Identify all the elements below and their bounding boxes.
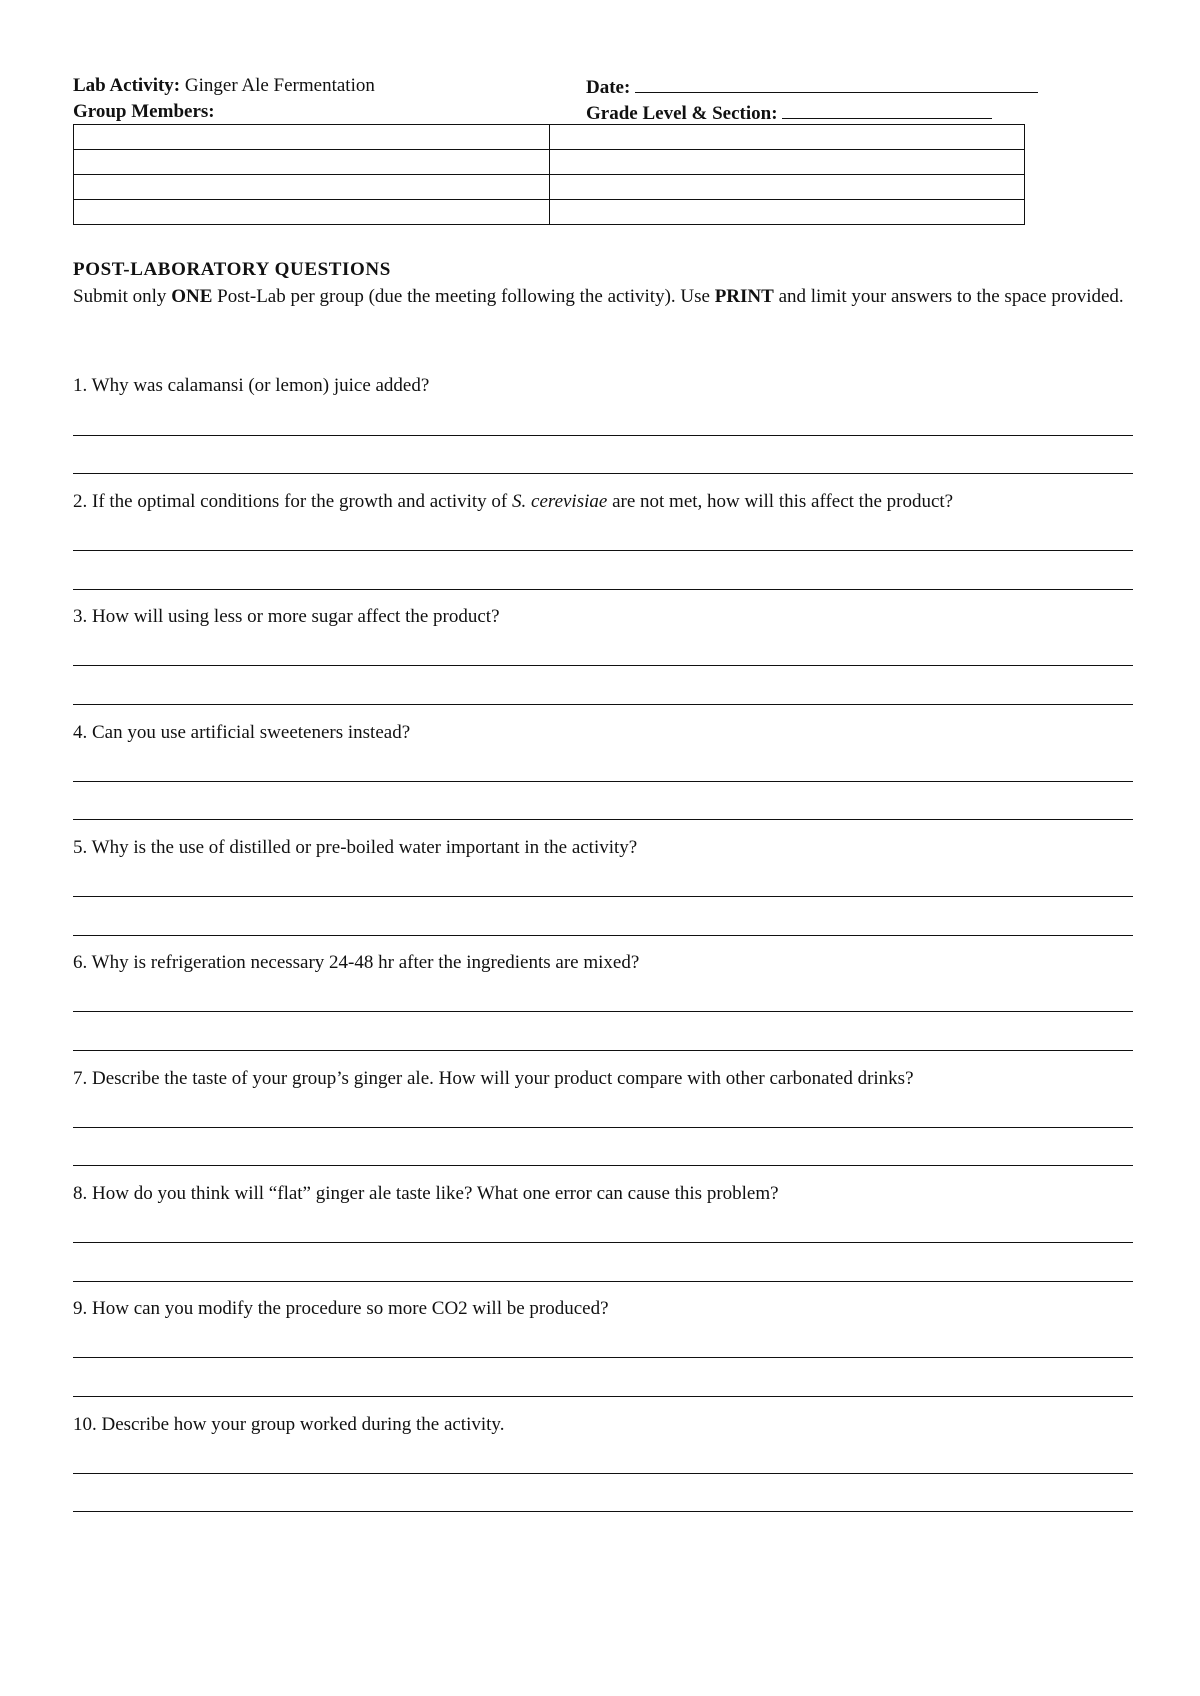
answer-line[interactable]	[73, 665, 1133, 666]
grade-section-label: Grade Level & Section:	[586, 103, 778, 124]
answer-line[interactable]	[73, 1281, 1133, 1282]
question-5: 5. Why is the use of distilled or pre-boiled water important in the activity?	[73, 837, 638, 858]
species-name: S. cerevisiae	[512, 491, 608, 512]
group-members-label: Group Members:	[73, 101, 215, 122]
post-lab-title: POST-LABORATORY QUESTIONS	[73, 259, 391, 280]
question-4: 4. Can you use artificial sweeteners instead?	[73, 722, 411, 743]
answer-line[interactable]	[73, 473, 1133, 474]
answer-line[interactable]	[73, 935, 1133, 936]
table-row	[74, 150, 1025, 175]
intro-text: Submit only	[73, 286, 172, 307]
question-2	[73, 490, 1133, 514]
post-lab-instructions	[73, 284, 1133, 310]
table-row	[74, 175, 1025, 200]
member-cell[interactable]	[74, 150, 550, 175]
answer-line[interactable]	[73, 704, 1133, 705]
answer-line[interactable]	[73, 1396, 1133, 1397]
member-cell[interactable]	[550, 200, 1025, 225]
answer-line[interactable]	[73, 1127, 1133, 1128]
lab-activity-value: Ginger Ale Fermentation	[184, 75, 375, 96]
intro-emphasis-print: PRINT	[714, 286, 774, 307]
answer-line[interactable]	[73, 1511, 1133, 1512]
table-row	[74, 200, 1025, 225]
intro-text: and limit your answers to the space provided.	[773, 286, 1124, 307]
answer-line[interactable]	[73, 1473, 1133, 1474]
question-3: 3. How will using less or more sugar affect the product?	[73, 606, 500, 627]
question-10: 10. Describe how your group worked during the activity.	[73, 1414, 505, 1435]
answer-line[interactable]	[73, 1165, 1133, 1166]
date-line	[586, 74, 1038, 100]
group-members-line	[73, 100, 215, 124]
question-1: 1. Why was calamansi (or lemon) juice added?	[73, 375, 430, 396]
lab-activity-label: Lab Activity:	[73, 75, 181, 96]
question-6: 6. Why is refrigeration necessary 24-48 hr after the ingredients are mixed?	[73, 952, 640, 973]
question-8: 8. How do you think will “flat” ginger ale taste like? What one error can cause this problem?	[73, 1183, 779, 1204]
answer-line[interactable]	[73, 819, 1133, 820]
table-row	[74, 125, 1025, 150]
grade-section-line	[586, 100, 992, 126]
date-blank[interactable]	[635, 74, 1038, 93]
answer-line[interactable]	[73, 589, 1133, 590]
grade-section-blank[interactable]	[782, 100, 992, 119]
answer-line[interactable]	[73, 1011, 1133, 1012]
lab-activity-line	[73, 74, 375, 98]
member-cell[interactable]	[74, 125, 550, 150]
member-cell[interactable]	[74, 175, 550, 200]
question-7: 7. Describe the taste of your group’s ginger ale. How will your product compare with other carbonated drinks?	[73, 1068, 914, 1089]
question-text: 2. If the optimal conditions for the growth and activity of	[73, 491, 513, 512]
member-cell[interactable]	[550, 175, 1025, 200]
intro-text: Post-Lab per group (due the meeting following the activity). Use	[212, 286, 715, 307]
answer-line[interactable]	[73, 781, 1133, 782]
date-label: Date:	[586, 77, 631, 98]
answer-line[interactable]	[73, 435, 1133, 436]
answer-line[interactable]	[73, 550, 1133, 551]
question-text: are not met, how will this affect the product?	[607, 491, 954, 512]
member-cell[interactable]	[550, 125, 1025, 150]
answer-line[interactable]	[73, 1050, 1133, 1051]
member-cell[interactable]	[74, 200, 550, 225]
answer-line[interactable]	[73, 896, 1133, 897]
answer-line[interactable]	[73, 1357, 1133, 1358]
group-members-table	[73, 124, 1025, 225]
intro-emphasis-one: ONE	[171, 286, 213, 307]
member-cell[interactable]	[550, 150, 1025, 175]
answer-line[interactable]	[73, 1242, 1133, 1243]
question-9: 9. How can you modify the procedure so more CO2 will be produced?	[73, 1298, 609, 1319]
